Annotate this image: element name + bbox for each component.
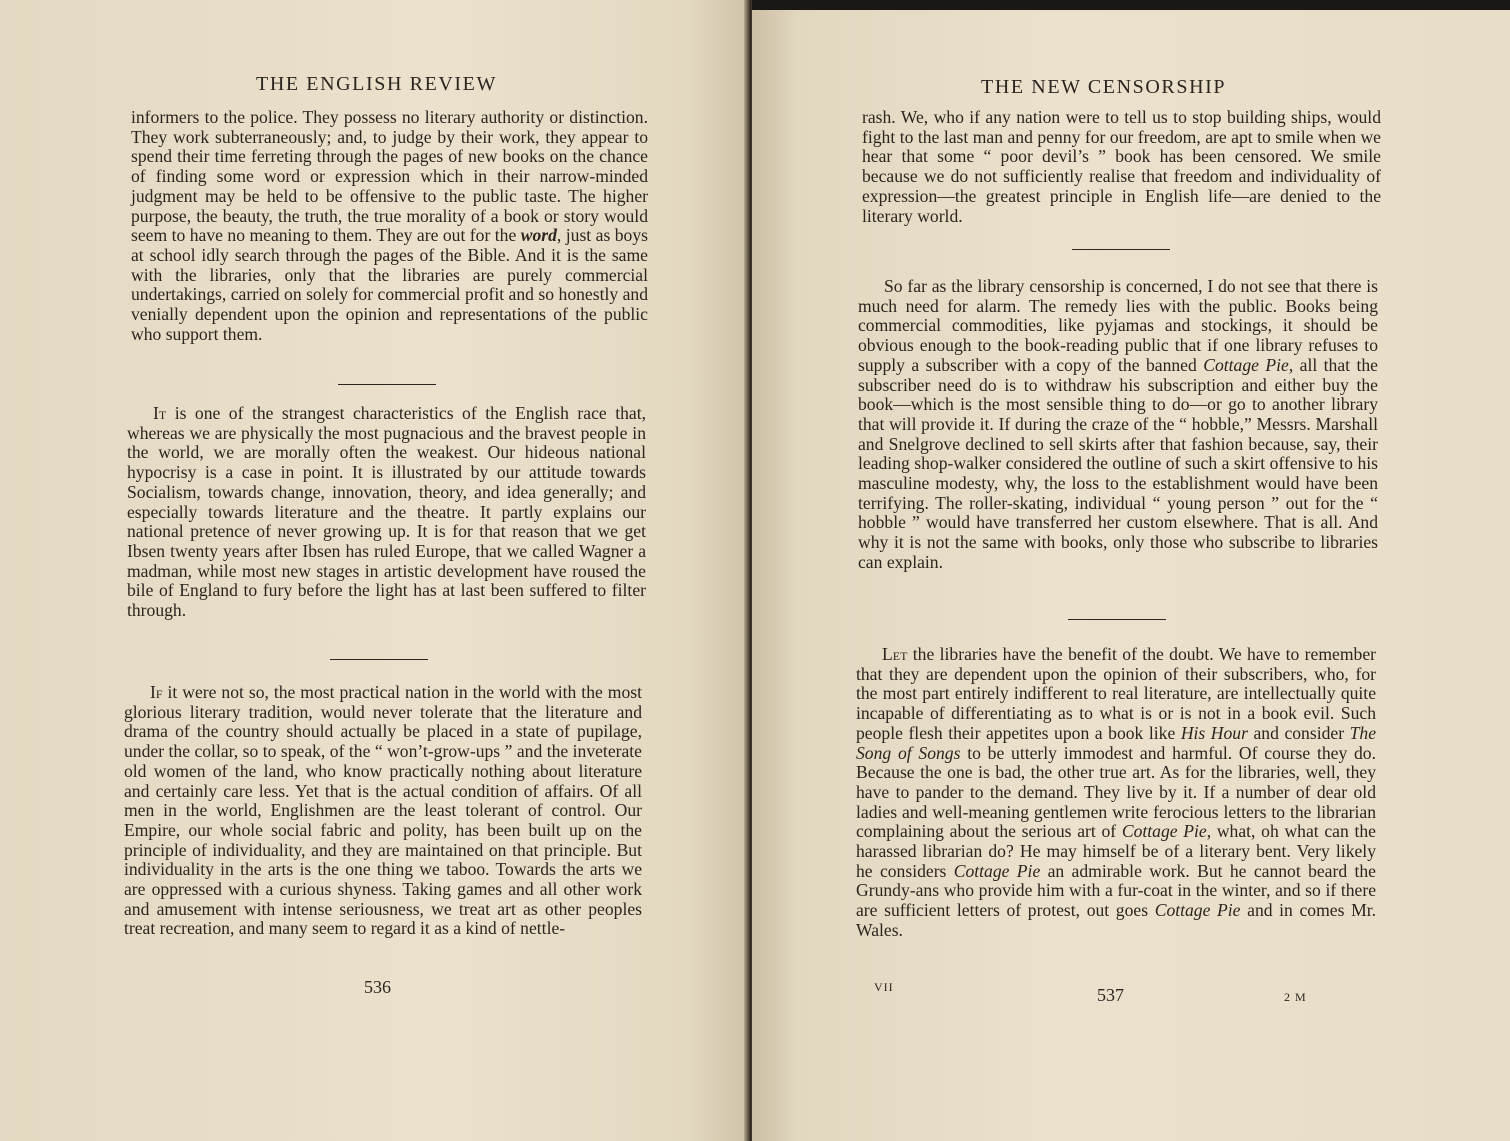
left-para2-lead: It <box>153 403 167 423</box>
right-para3-text <box>856 645 1376 941</box>
title-cottage-pie: Cottage Pie <box>1154 900 1241 921</box>
right-para3-lead: Let <box>882 644 908 664</box>
title-his-hour: His Hour <box>1180 722 1248 743</box>
title-cottage-pie: Cottage Pie <box>1121 821 1207 842</box>
left-para2-text <box>127 404 646 621</box>
right-para2-part-b: , all that the subscriber need do is to withdraw his subscription and either buy the book—which is the most sensible thing to do—or go to another library that will provide it. If during the craze of the “ hobble,” Messrs. Marshall and Snelgrove declined to sell skirts after that fashion because, say, their leading shop-walker considered the outline of such a skirt offensive to his masculine modesty, why, the loss to the establishment would have been terrifying. The roller-skating, individual “ young person ” out for the “ hobble ” would have transferred her custom elsewhere. That is all. And why it is not the same with books, only those who subscribe to libraries can explain. <box>858 354 1378 572</box>
left-page <box>0 0 748 1141</box>
right-paragraph-2 <box>858 277 1378 573</box>
section-divider <box>338 384 436 385</box>
page-number-right: 537 <box>1097 985 1124 1005</box>
page-top-shadow <box>752 0 1510 10</box>
right-para3-part-c: to be utterly immodest and harmful. Of course they do. Because the one is bad, the other true art. As for the libraries, well, they have to pander to the demand. They live by it. If a number of dear old ladies and well-meaning gentlemen write ferocious letters to the librarian complaining about the serious art of <box>856 742 1376 842</box>
section-divider <box>1072 249 1170 250</box>
signature-volume: VII <box>874 980 894 994</box>
right-page <box>752 0 1510 1141</box>
title-cottage-pie: Cottage Pie <box>953 860 1041 881</box>
right-para1-text: rash. We, who if any nation were to tell us to stop building ships, would fight to the last man and penny for our freedom, are apt to smile when we hear that some “ poor devil’s ” book has been censored. We smile because we do not sufficiently realise that freedom and individuality of expression—the greatest principle in English life—are denied to the literary world. <box>862 107 1381 226</box>
left-paragraph-3 <box>124 683 642 939</box>
left-para1-part-a: informers to the police. They possess no literary authority or distinction. They work subterraneously; and, to judge by their work, they appear to spend their time ferreting through the pages of new books on the chance of finding some word or expression which in their narrow-minded judgment may be held to be offensive to the public taste. The higher purpose, the beauty, the truth, the true morality of a book or story would seem to have no meaning to them. They are out for the <box>131 107 648 246</box>
right-para3-part-a: the libraries have the benefit of the doubt. We have to remember that they are dependent upon the opinion of their subscribers, who, for the most part entirely indifferent to real literature, are intellectually quite incapable of differentiating as to what is or is not in a book evil. Such people flesh their appetites upon a book like <box>856 644 1376 743</box>
page-number-left: 536 <box>364 977 391 997</box>
section-divider <box>330 659 428 660</box>
right-paragraph-1 <box>862 108 1381 226</box>
right-para3-part-d: , what, oh what can the harassed librarian do? He may himself be of a literary bent. Very likely he considers <box>856 821 1376 881</box>
running-head-left: THE ENGLISH REVIEW <box>256 73 497 95</box>
left-para1-emphasis: word <box>520 225 557 246</box>
title-song-of-songs: The Song of Songs <box>856 722 1376 763</box>
left-paragraph-2 <box>127 404 646 621</box>
right-para3-part-f: and in comes Mr. Wales. <box>856 900 1377 940</box>
title-cottage-pie: Cottage Pie <box>1203 354 1289 375</box>
left-para3-text <box>124 683 642 939</box>
left-para1-text <box>131 108 648 344</box>
right-para3-part-e: an admirable work. But he cannot beard the Grundy-ans who provide him with a fur-coat in the winter, and so if there are sufficient letters of protest, out goes <box>856 860 1376 921</box>
left-para3-lead: If <box>150 682 163 702</box>
running-head-right: THE NEW CENSORSHIP <box>981 76 1227 98</box>
left-paragraph-1 <box>131 108 648 344</box>
right-para2-part-a: So far as the library censorship is concerned, I do not see that there is much need for alarm. The remedy lies with the public. Books being commercial commodities, like pyjamas and stockings, it should be obvious enough to the book-reading public that if one library refuses to supply a subscriber with a copy of the banned <box>858 276 1378 375</box>
left-para1-part-b: , just as boys at school idly search through the pages of the Bible. And it is the same with the libraries, only that the libraries are purely commercial undertakings, carried on solely for commercial profit and so honestly and venially dependent upon the opinion and representations of the public who support them. <box>131 225 648 344</box>
left-para2-body: is one of the strangest characteristics of the English race that, whereas we are physically the most pugnacious and the bravest people in the world, we are morally often the weakest. Our hideous national hypocrisy is a case in point. It is illustrated by our attitude towards Socialism, towards change, innovation, theory, and idea generally; and especially towards literature and the theatre. It partly explains our national pretence of never growing up. It is for that reason that we get Ibsen twenty years after Ibsen has ruled Europe, that we called Wagner a madman, while most new stages in artistic development have roused the bile of England to fury before the light has at last been suffered to filter through. <box>127 403 646 621</box>
signature-mark: 2 M <box>1284 990 1307 1004</box>
right-para2-text <box>858 277 1378 573</box>
right-paragraph-3 <box>856 645 1376 941</box>
section-divider <box>1068 619 1166 620</box>
left-para3-body: it were not so, the most practical nation in the world with the most glorious literary tradition, would never tolerate that the literature and drama of the country should actually be placed in a state of pupilage, under the collar, so to speak, of the “ won’t-grow-ups ” and the inveterate old women of the land, who know practically nothing about literature and certainly care less. Yet that is the actual condition of affairs. Of all men in the world, Englishmen are the least tolerant of control. Our Empire, our whole social fabric and polity, has been built up on the principle of individuality, and they are maintained on that principle. But individuality in the arts is the one thing we taboo. Towards the arts we are oppressed with a curious shyness. Taking games and all other work and amusement with intense seriousness, we treat art as other peoples treat recreation, and many seem to regard it as a kind of nettle- <box>124 682 642 939</box>
right-para3-part-b: and consider <box>1247 722 1350 743</box>
